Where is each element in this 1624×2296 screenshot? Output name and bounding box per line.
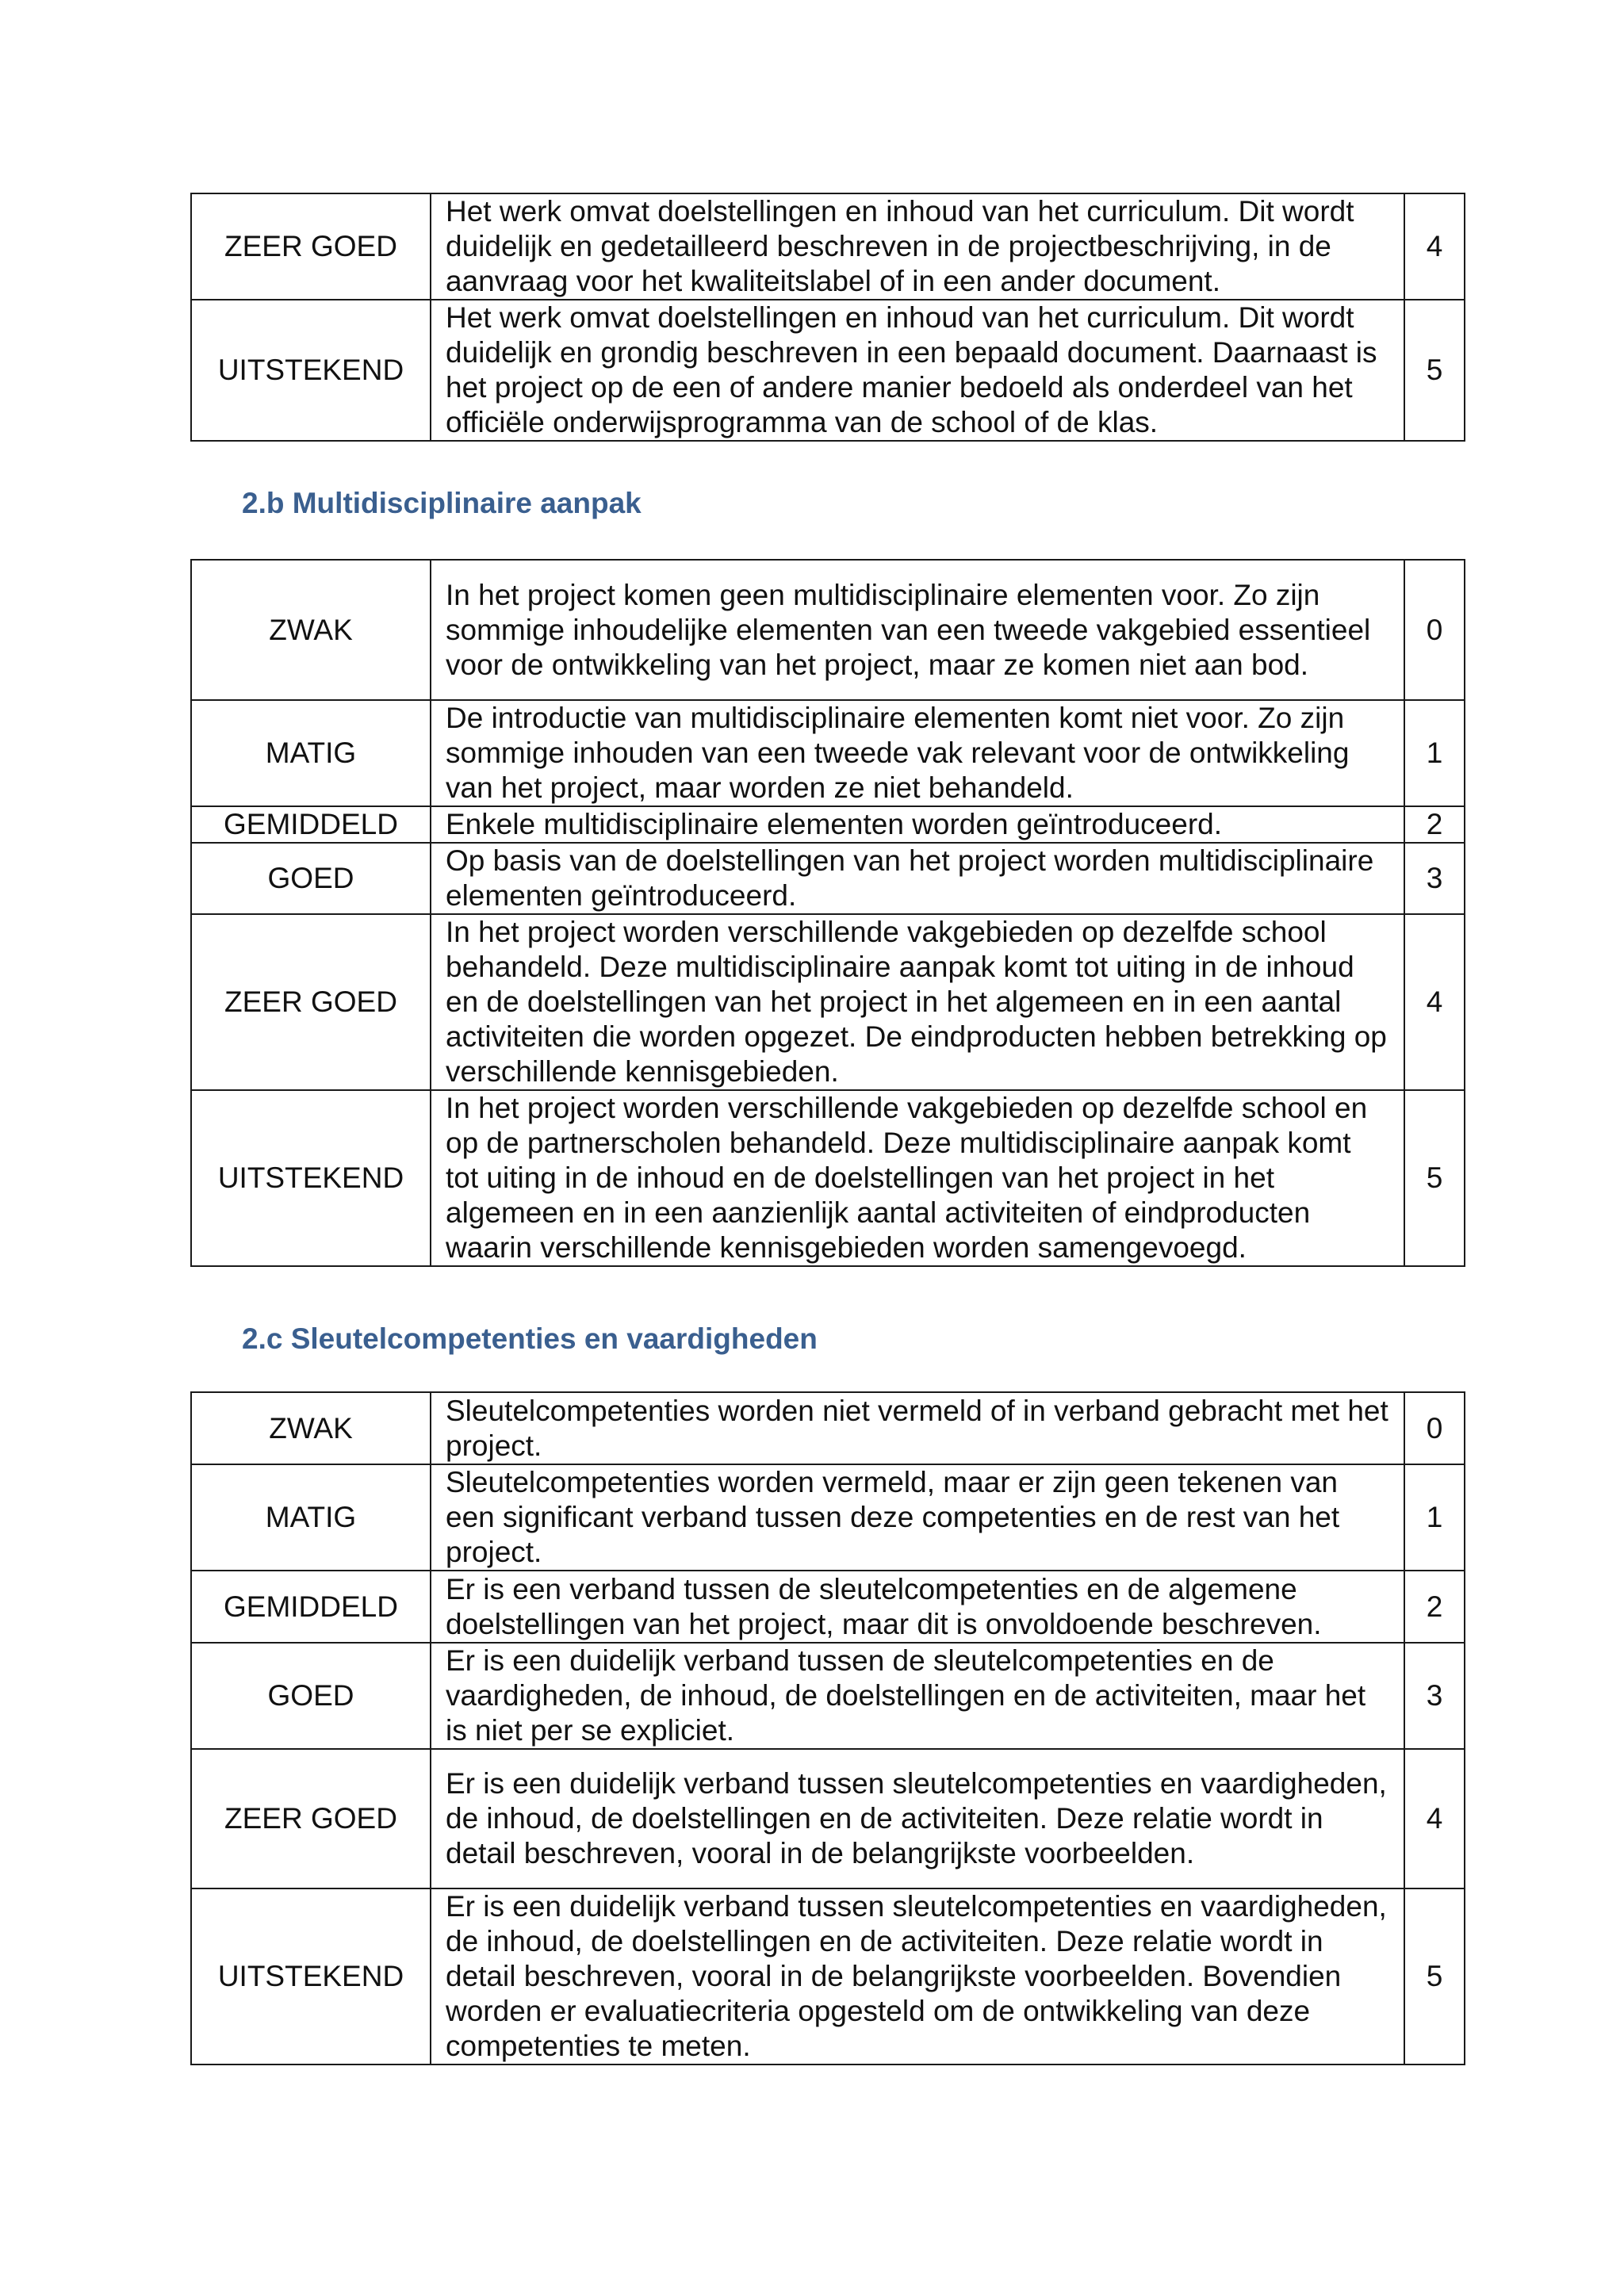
table-row	[191, 700, 1465, 806]
table-row	[191, 914, 1465, 1090]
level-description: Er is een duidelijk verband tussen sleutelcompetenties en vaardigheden, de inhoud, de doelstellingen en de activiteiten. Deze relatie wordt in detail beschreven, vooral in de belangrijkste voorbeelden. Bovendien worden er evaluatiecriteria opgesteld om de ontwikkeling van deze competenties te meten.	[431, 1888, 1404, 2064]
table-row	[191, 806, 1465, 843]
level-description: Enkele multidisciplinaire elementen worden geïntroduceerd.	[431, 806, 1404, 843]
table-row	[191, 300, 1465, 441]
level-score: 4	[1404, 1749, 1465, 1888]
level-score: 4	[1404, 914, 1465, 1090]
level-score: 1	[1404, 1464, 1465, 1571]
level-score: 5	[1404, 1888, 1465, 2064]
level-description: In het project worden verschillende vakgebieden op dezelfde school en op de partnerscholen behandeld. Deze multidisciplinaire aanpak komt tot uiting in de inhoud en de doelstellingen van het project in het algemeen en in een aanzienlijk aantal activiteiten of eindproducten waarin verschillende kennisgebieden worden samengevoegd.	[431, 1090, 1404, 1266]
rubric-table-curriculum	[190, 193, 1465, 442]
level-label: ZEER GOED	[191, 1749, 431, 1888]
table-row	[191, 843, 1465, 914]
level-score: 3	[1404, 1643, 1465, 1749]
level-label: GEMIDDELD	[191, 806, 431, 843]
level-description: In het project komen geen multidisciplinaire elementen voor. Zo zijn sommige inhoudelijke elementen van een tweede vakgebied essentieel voor de ontwikkeling van het project, maar ze komen niet aan bod.	[431, 560, 1404, 700]
level-description: Sleutelcompetenties worden niet vermeld of in verband gebracht met het project.	[431, 1392, 1404, 1464]
section-heading-multidisciplinary: 2.b Multidisciplinaire aanpak	[242, 487, 642, 519]
rubric-table-multidisciplinary	[190, 559, 1465, 1267]
level-label: GEMIDDELD	[191, 1571, 431, 1643]
table-row	[191, 560, 1465, 700]
level-score: 3	[1404, 843, 1465, 914]
level-score: 4	[1404, 193, 1465, 300]
table-row	[191, 1888, 1465, 2064]
level-label: ZWAK	[191, 1392, 431, 1464]
level-score: 0	[1404, 560, 1465, 700]
level-label: MATIG	[191, 1464, 431, 1571]
level-description: Het werk omvat doelstellingen en inhoud van het curriculum. Dit wordt duidelijk en gedetailleerd beschreven in de projectbeschrijving, in de aanvraag voor het kwaliteitslabel of in een ander document.	[431, 193, 1404, 300]
level-score: 2	[1404, 1571, 1465, 1643]
level-label: ZWAK	[191, 560, 431, 700]
level-label: GOED	[191, 843, 431, 914]
level-description: Er is een duidelijk verband tussen sleutelcompetenties en vaardigheden, de inhoud, de doelstellingen en de activiteiten. Deze relatie wordt in detail beschreven, vooral in de belangrijkste voorbeelden.	[431, 1749, 1404, 1888]
level-label: ZEER GOED	[191, 193, 431, 300]
level-score: 1	[1404, 700, 1465, 806]
level-score: 5	[1404, 300, 1465, 441]
level-description: Het werk omvat doelstellingen en inhoud van het curriculum. Dit wordt duidelijk en grondig beschreven in een bepaald document. Daarnaast is het project op de een of andere manier bedoeld als onderdeel van het officiële onderwijsprogramma van de school of de klas.	[431, 300, 1404, 441]
level-label: MATIG	[191, 700, 431, 806]
level-label: UITSTEKEND	[191, 1090, 431, 1266]
level-label: ZEER GOED	[191, 914, 431, 1090]
table-row	[191, 1464, 1465, 1571]
level-label: UITSTEKEND	[191, 1888, 431, 2064]
table-row	[191, 1749, 1465, 1888]
level-score: 0	[1404, 1392, 1465, 1464]
table-row	[191, 1643, 1465, 1749]
level-description: Er is een verband tussen de sleutelcompetenties en de algemene doelstellingen van het project, maar dit is onvoldoende beschreven.	[431, 1571, 1404, 1643]
level-score: 5	[1404, 1090, 1465, 1266]
level-description: In het project worden verschillende vakgebieden op dezelfde school behandeld. Deze multidisciplinaire aanpak komt tot uiting in de inhoud en de doelstellingen van het project in het algemeen en in een aantal activiteiten die worden opgezet. De eindproducten hebben betrekking op verschillende kennisgebieden.	[431, 914, 1404, 1090]
level-description: Er is een duidelijk verband tussen de sleutelcompetenties en de vaardigheden, de inhoud, de doelstellingen en de activiteiten, maar het is niet per se expliciet.	[431, 1643, 1404, 1749]
rubric-table-key-competences	[190, 1391, 1465, 2065]
level-label: UITSTEKEND	[191, 300, 431, 441]
level-label: GOED	[191, 1643, 431, 1749]
section-heading-key-competences: 2.c Sleutelcompetenties en vaardigheden	[242, 1322, 818, 1355]
level-description: Sleutelcompetenties worden vermeld, maar er zijn geen tekenen van een significant verband tussen deze competenties en de rest van het project.	[431, 1464, 1404, 1571]
level-description: De introductie van multidisciplinaire elementen komt niet voor. Zo zijn sommige inhouden van een tweede vak relevant voor de ontwikkeling van het project, maar worden ze niet behandeld.	[431, 700, 1404, 806]
table-row	[191, 1392, 1465, 1464]
table-row	[191, 193, 1465, 300]
level-description: Op basis van de doelstellingen van het project worden multidisciplinaire elementen geïntroduceerd.	[431, 843, 1404, 914]
table-row	[191, 1571, 1465, 1643]
table-row	[191, 1090, 1465, 1266]
level-score: 2	[1404, 806, 1465, 843]
